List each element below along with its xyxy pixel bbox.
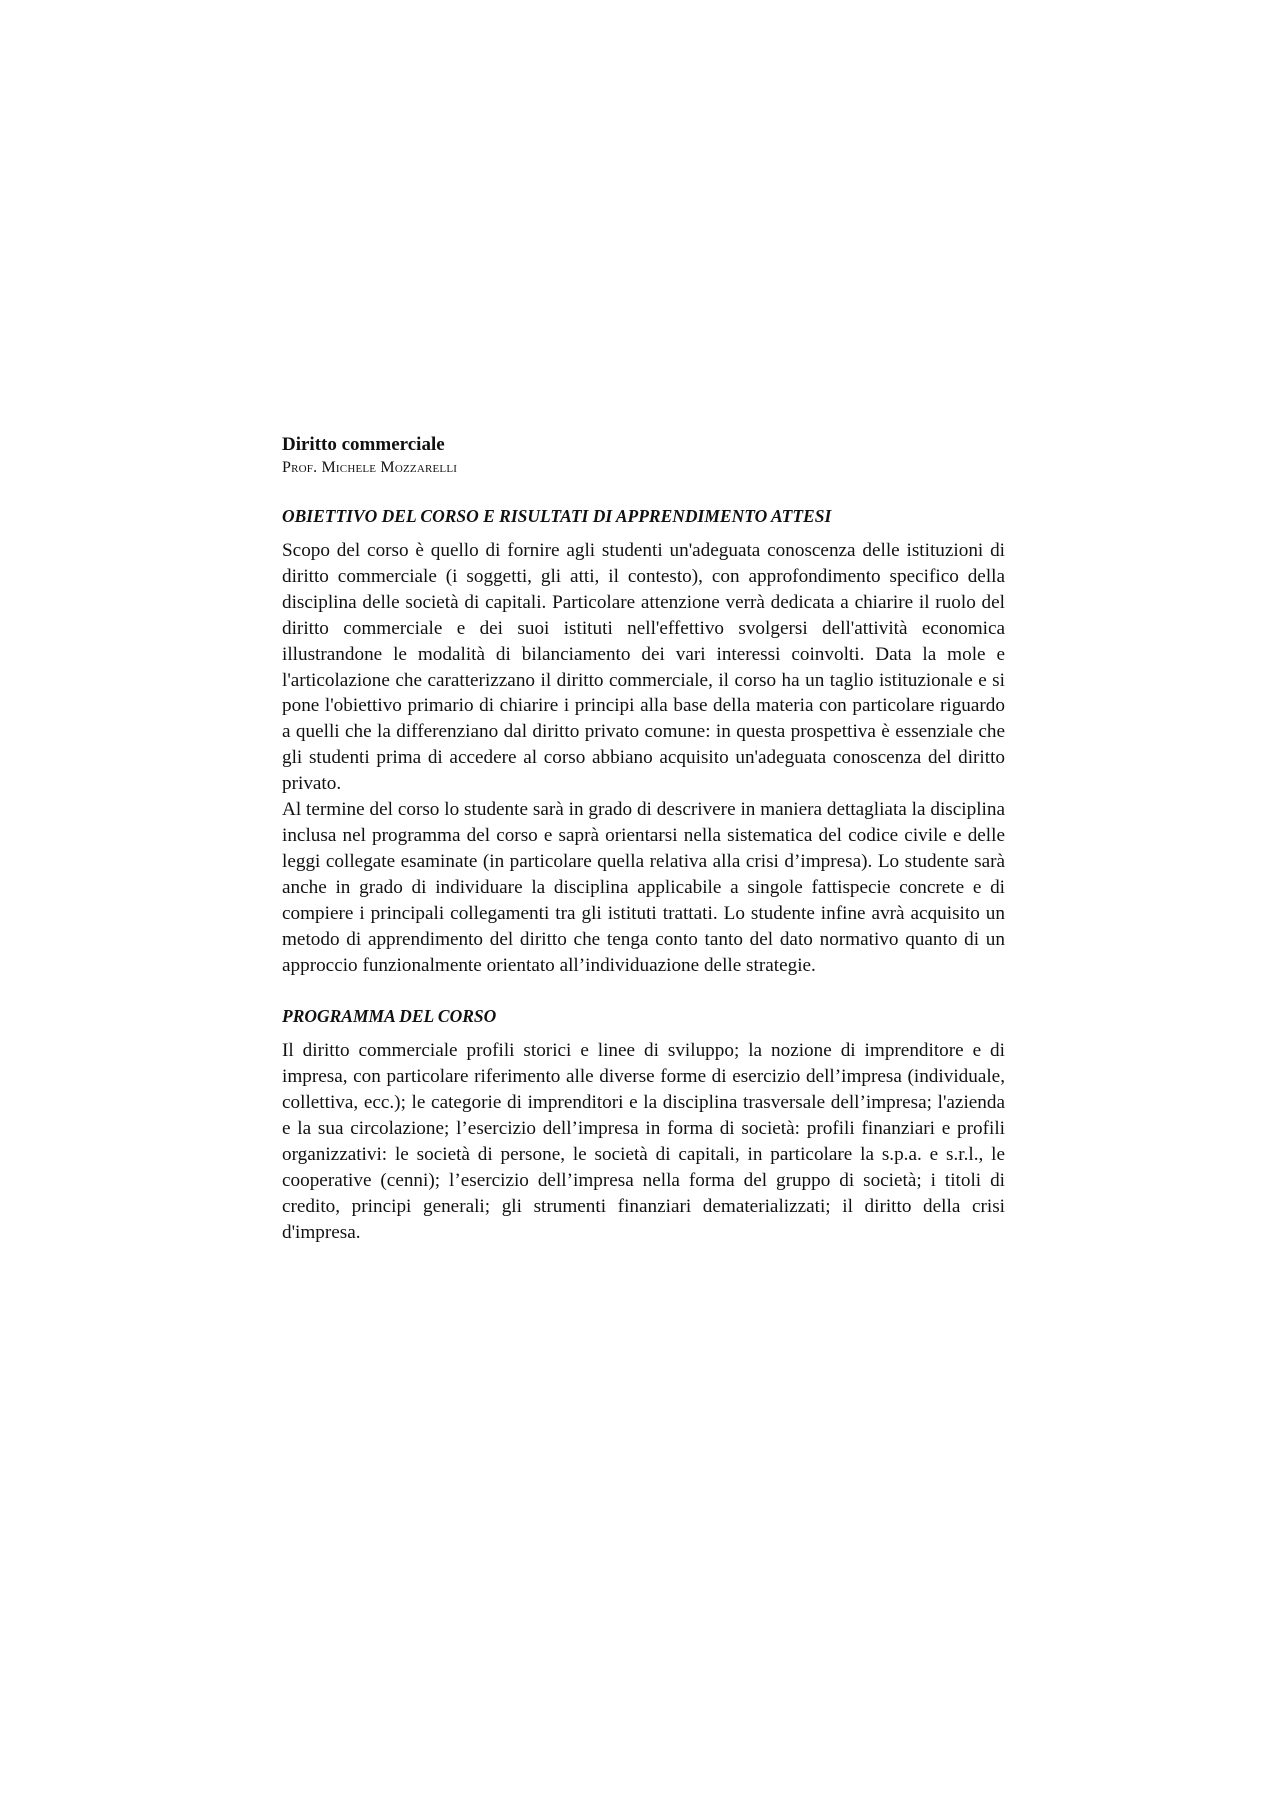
section-objectives	[282, 504, 1005, 978]
professor-name: Prof. Michele Mozzarelli	[282, 459, 458, 476]
course-title: Diritto commerciale	[282, 434, 445, 455]
section-heading: OBIETTIVO DEL CORSO E RISULTATI DI APPRENDIMENTO ATTESI	[282, 506, 832, 526]
document-page	[282, 433, 1005, 1246]
section-spacer	[282, 978, 1005, 1004]
paragraph: Il diritto commerciale profili storici e linee di sviluppo; la nozione di imprenditore e di impresa, con particolare riferimento alle diverse forme di esercizio dell’impresa (individuale, collettiva, ecc.); le categorie di imprenditori e la disciplina trasversale dell’impresa; l'azienda e la sua circolazione; l’esercizio dell’impresa in forma di società: profili finanziari e profili organizzativi: le società di persone, le società di capitali, in particolare la s.p.a. e s.r.l., le cooperative (cenni); l’esercizio dell’impresa nella forma del gruppo di società; i titoli di credito, principi generali; gli strumenti finanziari dematerializzati; il diritto della crisi d'impresa.	[282, 1040, 1005, 1243]
section-heading: PROGRAMMA DEL CORSO	[282, 1006, 497, 1027]
paragraph: Al termine del corso lo studente sarà in grado di descrivere in maniera dettagliata la disciplina inclusa nel programma del corso e saprà orientarsi nella sistematica del codice civile e delle leggi collegate esaminate (in particolare quella relativa alla crisi d’impresa). Lo studente sarà anche in grado di individuare la disciplina applicabile a singole fattispecie concrete e di compiere i principali collegamenti tra gli istituti trattati. Lo studente infine avrà acquisito un metodo di apprendimento del diritto che tenga conto tanto del dato normativo quanto di un approccio funzionalmente orientato all’individuazione delle strategie.	[282, 799, 1005, 976]
section-programme	[282, 1004, 1005, 1245]
paragraph: Scopo del corso è quello di fornire agli studenti un'adeguata conoscenza delle istituzioni di diritto commerciale (i soggetti, gli atti, il contesto), con approfondimento specifico della disciplina delle società di capitali. Particolare attenzione verrà dedicata a chiarire il ruolo del diritto commerciale e dei suoi istituti nell'effettivo svolgersi dell'attività economica illustrandone le modalità di bilanciamento dei vari interessi coinvolti. Data la mole e l'articolazione che caratterizzano il diritto commerciale, il corso ha un taglio istituzionale e si pone l'obiettivo primario di chiarire i principi alla base della materia con particolare riguardo a quelli che la differenziano dal diritto privato comune: in questa prospettiva è essenziale che gli studenti prima di accedere al corso abbiano acquisito un'adeguata conoscenza del diritto privato.	[282, 540, 1005, 795]
